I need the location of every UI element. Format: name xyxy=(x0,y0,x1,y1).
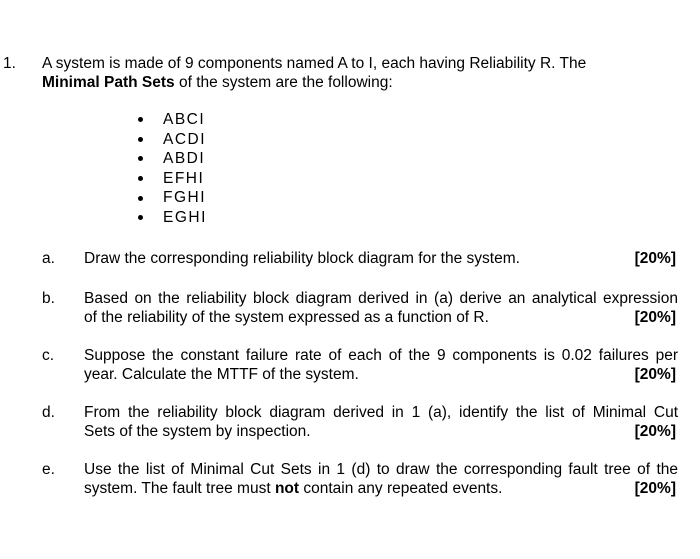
part-line: From the reliability block diagram derived in 1 (a), identify the list of Minimal Cut xyxy=(84,404,678,421)
part-text xyxy=(84,403,678,441)
part-letter: c. xyxy=(42,347,55,364)
part-mark: [20%] xyxy=(634,309,676,326)
path-set-item xyxy=(135,110,207,130)
part-line-tail: contain any repeated events. xyxy=(299,480,503,497)
path-set-text: FGHI xyxy=(163,189,207,207)
bullet-icon xyxy=(138,156,143,161)
path-set-text: ABCI xyxy=(163,111,206,128)
part-line: Suppose the constant failure rate of each of the 9 components is 0.02 failures per xyxy=(84,347,678,364)
bullet-icon xyxy=(138,137,143,142)
part-text xyxy=(84,460,678,498)
path-set-text: ACDI xyxy=(163,130,207,148)
path-set-text: EGHI xyxy=(163,208,207,226)
bullet-icon xyxy=(138,176,143,181)
question-intro xyxy=(42,54,682,92)
question-intro-line-1: A system is made of 9 components named A to I, each having Reliability R. The xyxy=(42,55,587,72)
part-text xyxy=(84,249,678,268)
part-line: Sets of the system by inspection. xyxy=(84,423,311,440)
minimal-path-sets-list xyxy=(135,110,207,228)
minimal-path-sets-term: Minimal Path Sets xyxy=(42,74,175,91)
part-mark: [20%] xyxy=(634,423,676,440)
part-letter: a. xyxy=(42,250,55,267)
emphasis-not: not xyxy=(274,480,300,497)
part-line: of the reliability of the system expressed as a function of R. xyxy=(84,309,489,326)
part-line xyxy=(84,479,678,498)
part-line: year. Calculate the MTTF of the system. xyxy=(84,366,359,383)
part-mark: [20%] xyxy=(634,480,676,497)
part-mark: [20%] xyxy=(634,366,676,383)
path-set-item xyxy=(135,149,207,169)
part-letter: d. xyxy=(42,404,55,421)
path-set-item xyxy=(135,169,207,189)
bullet-icon xyxy=(138,196,143,201)
part-letter: e. xyxy=(42,461,55,478)
bullet-icon xyxy=(138,117,143,122)
path-set-text: EFHI xyxy=(163,169,205,187)
part-text xyxy=(84,289,678,327)
question-number: 1. xyxy=(3,55,16,72)
path-set-item xyxy=(135,188,207,208)
part-line: Use the list of Minimal Cut Sets in 1 (d) to draw the corresponding fault tree of the xyxy=(84,461,678,478)
path-set-item xyxy=(135,208,207,228)
part-letter: b. xyxy=(42,290,55,307)
part-line-start: system. The fault tree must xyxy=(84,480,275,497)
part-line: Based on the reliability block diagram derived in (a) derive an analytical expression xyxy=(84,290,678,307)
part-mark: [20%] xyxy=(634,250,676,267)
question-intro-line-2 xyxy=(42,73,682,92)
question-intro-line-2-rest: of the system are the following: xyxy=(174,74,393,91)
bullet-icon xyxy=(138,215,143,220)
part-line: Draw the corresponding reliability block diagram for the system. xyxy=(84,250,520,267)
path-set-item xyxy=(135,130,207,150)
path-set-text: ABDI xyxy=(163,150,206,168)
part-text xyxy=(84,346,678,384)
